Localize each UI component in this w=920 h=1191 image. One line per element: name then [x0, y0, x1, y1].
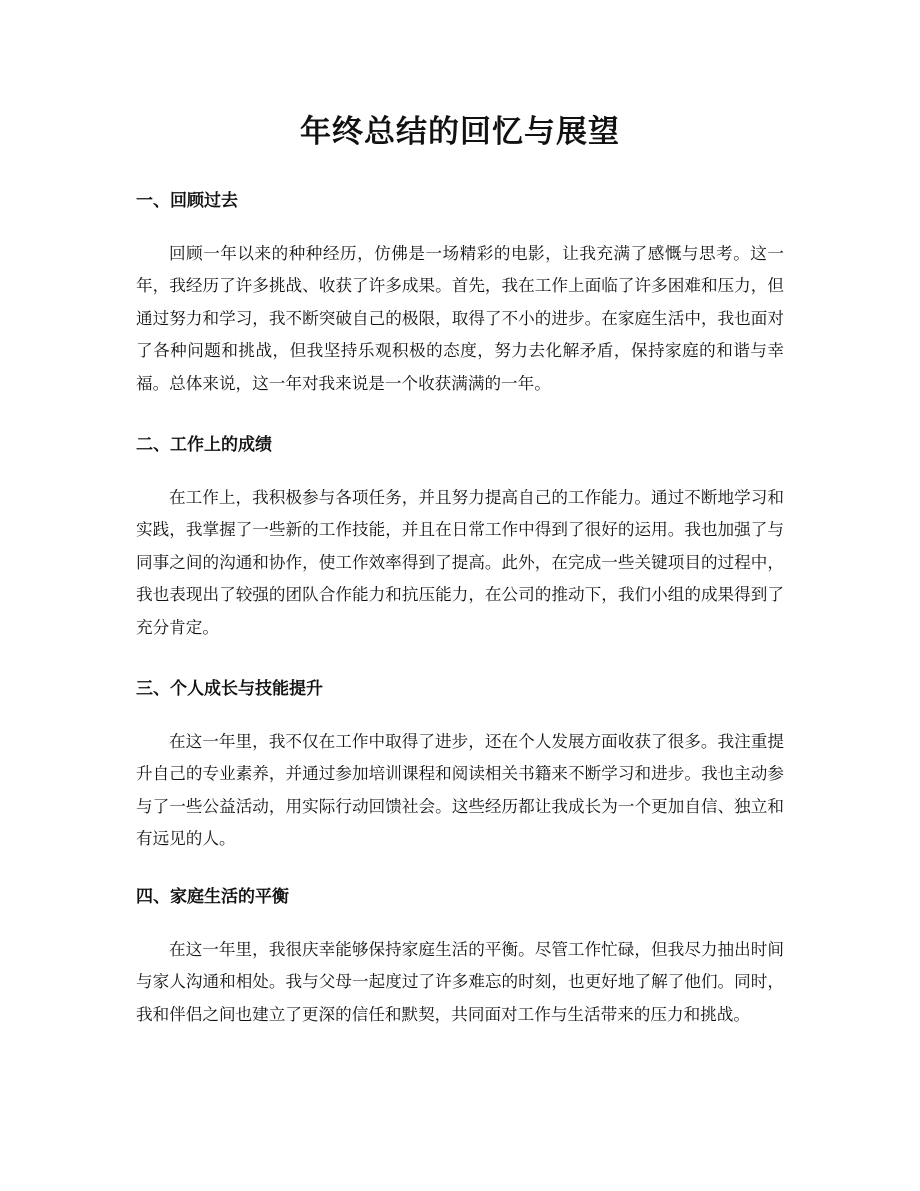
section-heading: 三、个人成长与技能提升: [136, 679, 323, 699]
section-personal-growth: [136, 674, 784, 856]
section-work-achievements: [136, 430, 784, 644]
section-paragraph: 在工作上，我积极参与各项任务，并且努力提高自己的工作能力。通过不断地学习和实践，我掌握了一些新的工作技能，并且在日常工作中得到了很好的运用。我也加强了与同事之间的沟通和协作，使工作效率得到了提高。此外，在完成一些关键项目的过程中，我也表现出了较强的团队合作能力和抗压能力，在公司的推动下，我们小组的成果得到了充分肯定。: [136, 488, 784, 637]
section-heading: 二、工作上的成绩: [136, 435, 272, 455]
section-paragraph: 在这一年里，我不仅在工作中取得了进步，还在个人发展方面收获了很多。我注重提升自己的专业素养，并通过参加培训课程和阅读相关书籍来不断学习和进步。我也主动参与了一些公益活动，用实际行动回馈社会。这些经历都让我成长为一个更加自信、独立和有远见的人。: [136, 732, 784, 849]
document-title: 年终总结的回忆与展望: [300, 114, 620, 150]
section-paragraph: 回顾一年以来的种种经历，仿佛是一场精彩的电影，让我充满了感慨与思考。这一年，我经历了许多挑战、收获了许多成果。首先，我在工作上面临了许多困难和压力，但通过努力和学习，我不断突破自己的极限，取得了不小的进步。在家庭生活中，我也面对了各种问题和挑战，但我坚持乐观积极的态度，努力去化解矛盾，保持家庭的和谐与幸福。总体来说，这一年对我来说是一个收获满满的一年。: [136, 244, 784, 393]
section-heading: 一、回顾过去: [136, 191, 238, 211]
section-review-past: [136, 186, 784, 400]
section-family-balance: [136, 882, 784, 1031]
section-heading: 四、家庭生活的平衡: [136, 887, 289, 907]
section-paragraph: 在这一年里，我很庆幸能够保持家庭生活的平衡。尽管工作忙碌，但我尽力抽出时间与家人沟通和相处。我与父母一起度过了许多难忘的时刻，也更好地了解了他们。同时，我和伴侣之间也建立了更深的信任和默契，共同面对工作与生活带来的压力和挑战。: [136, 940, 784, 1024]
